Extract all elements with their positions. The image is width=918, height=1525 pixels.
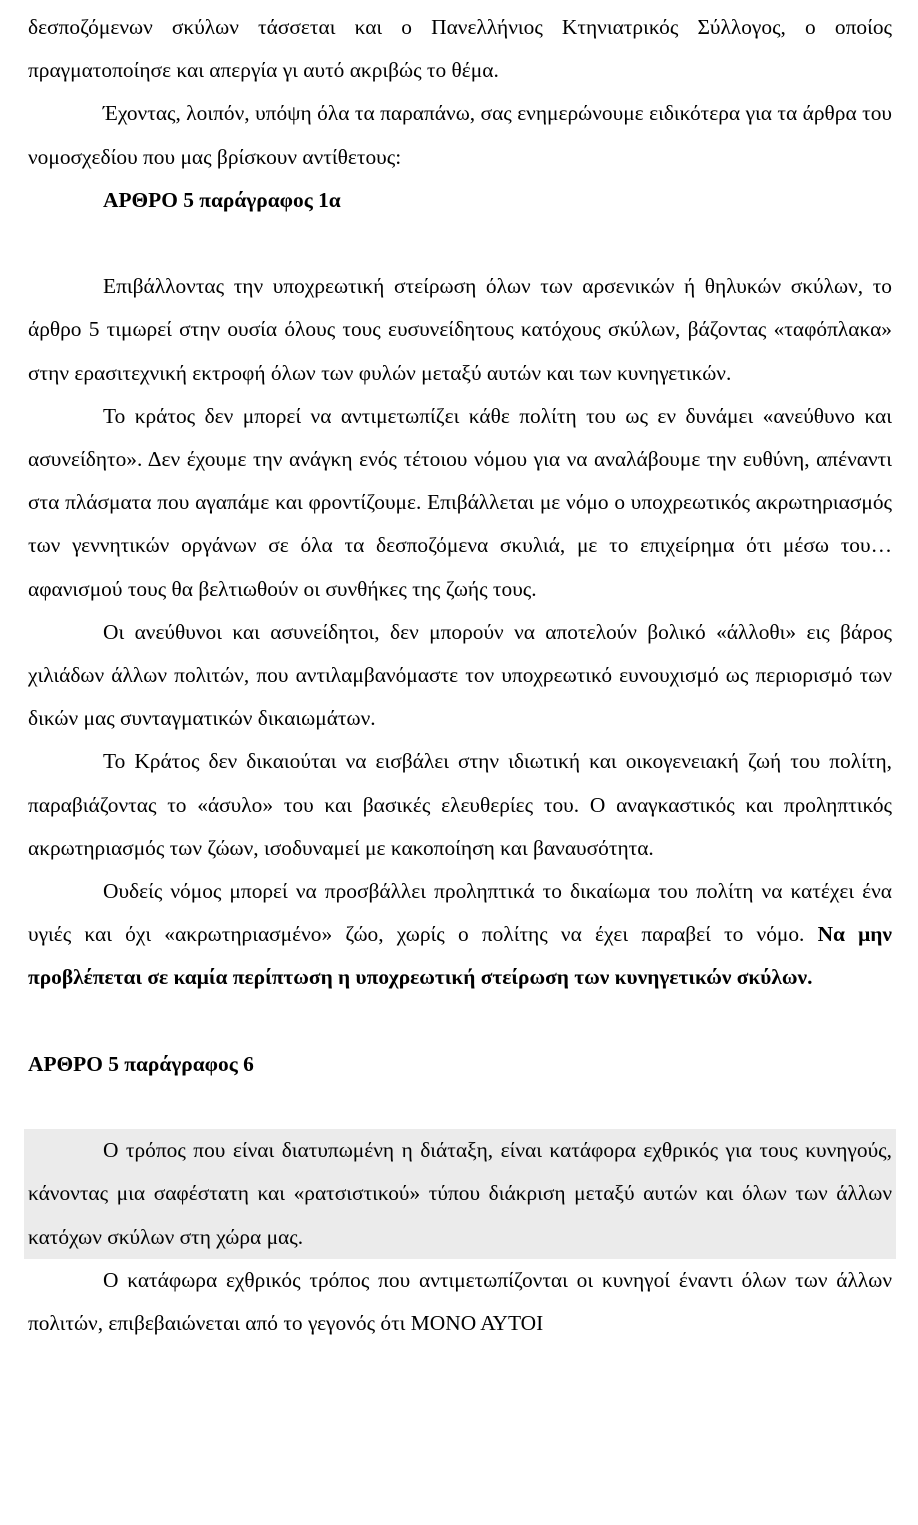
section-heading-article-5-6: ΑΡΘΡΟ 5 παράγραφος 6 [28, 1051, 254, 1076]
spacer [28, 1086, 892, 1129]
paragraph-4: Το Κράτος δεν δικαιούται να εισβάλει στην ιδιωτική και οικογενειακή ζωή του πολίτη, παραβιάζοντας το «άσυλο» του και βασικές ελευθερίες του. Ο αναγκαστικός και προληπτικός ακρωτηριασμός των ζώων, ισοδυναμεί με κακοποίηση και βαναυσότητα. [28, 749, 892, 860]
paragraph-5-text: Ουδείς νόμος μπορεί να προσβάλλει προληπτικά το δικαίωμα του πολίτη να κατέχει ένα υγιές και όχι «ακρωτηριασμένο» ζώο, χωρίς ο πολίτης να έχει παραβεί το νόμο. [28, 879, 892, 947]
paragraph-6-highlighted: Ο τρόπος που είναι διατυπωμένη η διάταξη, είναι κατάφορα εχθρικός για τους κυνηγούς, κάνοντας μια σαφέστατη και «ρατσιστικού» τύπου διάκριση μεταξύ αυτών και όλων των άλλων κατόχων σκύλων στη χώρα μας. [24, 1129, 896, 1259]
paragraph-3: Οι ανεύθυνοι και ασυνείδητοι, δεν μπορούν να αποτελούν βολικό «άλλοθι» εις βάρος χιλιάδων άλλων πολιτών, που αντιλαμβανόμαστε τον υποχρεωτικό ευνουχισμό ως περιορισμό των δικών μας συνταγματικών δικαιωμάτων. [28, 619, 892, 731]
paragraph-7: Ο κατάφωρα εχθρικός τρόπος που αντιμετωπίζονται οι κυνηγοί έναντι όλων των άλλων πολιτών, επιβεβαιώνεται από το γεγονός ότι ΜΟΝΟ ΑΥΤΟΙ [28, 1267, 892, 1336]
section-heading-article-5-1a: ΑΡΘΡΟ 5 παράγραφος 1α [103, 187, 341, 212]
paragraph-lead: Έχοντας, λοιπόν, υπόψη όλα τα παραπάνω, σας ενημερώνουμε ειδικότερα για τα άρθρα του νομοσχεδίου που μας βρίσκουν αντίθετους: [28, 101, 892, 169]
document-page [28, 6, 892, 1345]
spacer [28, 222, 892, 265]
paragraph-1: Επιβάλλοντας την υποχρεωτική στείρωση όλων των αρσενικών ή θηλυκών σκύλων, το άρθρο 5 τιμωρεί στην ουσία όλους τους ευσυνείδητους κατόχους σκύλων, βάζοντας «ταφόπλακα» στην ερασιτεχνική εκτροφή όλων των φυλών μεταξύ αυτών και των κυνηγετικών. [28, 274, 892, 385]
paragraph-5-emphasis: Να μην προβλέπεται σε καμία περίπτωση η υποχρεωτική στείρωση των κυνηγετικών σκύλων. [28, 922, 892, 990]
paragraph-intro: δεσποζόμενων σκύλων τάσσεται και ο Πανελλήνιος Κτηνιατρικός Σύλλογος, ο οποίος πραγματοποίησε και απεργία γι αυτό ακριβώς το θέμα. [28, 15, 892, 83]
paragraph-2: Το κράτος δεν μπορεί να αντιμετωπίζει κάθε πολίτη του ως εν δυνάμει «ανεύθυνο και ασυνείδητο». Δεν έχουμε την ανάγκη ενός τέτοιου νόμου για να αναλάβουμε την ευθύνη, απέναντι στα πλάσματα που αγαπάμε και φροντίζουμε. Επιβάλλεται με νόμο ο υποχρεωτικός ακρωτηριασμός των γεννητικών οργάνων σε όλα τα δεσποζόμενα σκυλιά, με το επιχείρημα ότι μέσω του… αφανισμού τους θα βελτιωθούν οι συνθήκες της ζωής τους. [28, 403, 892, 601]
paragraph-5 [28, 870, 892, 1000]
spacer [28, 1000, 892, 1043]
